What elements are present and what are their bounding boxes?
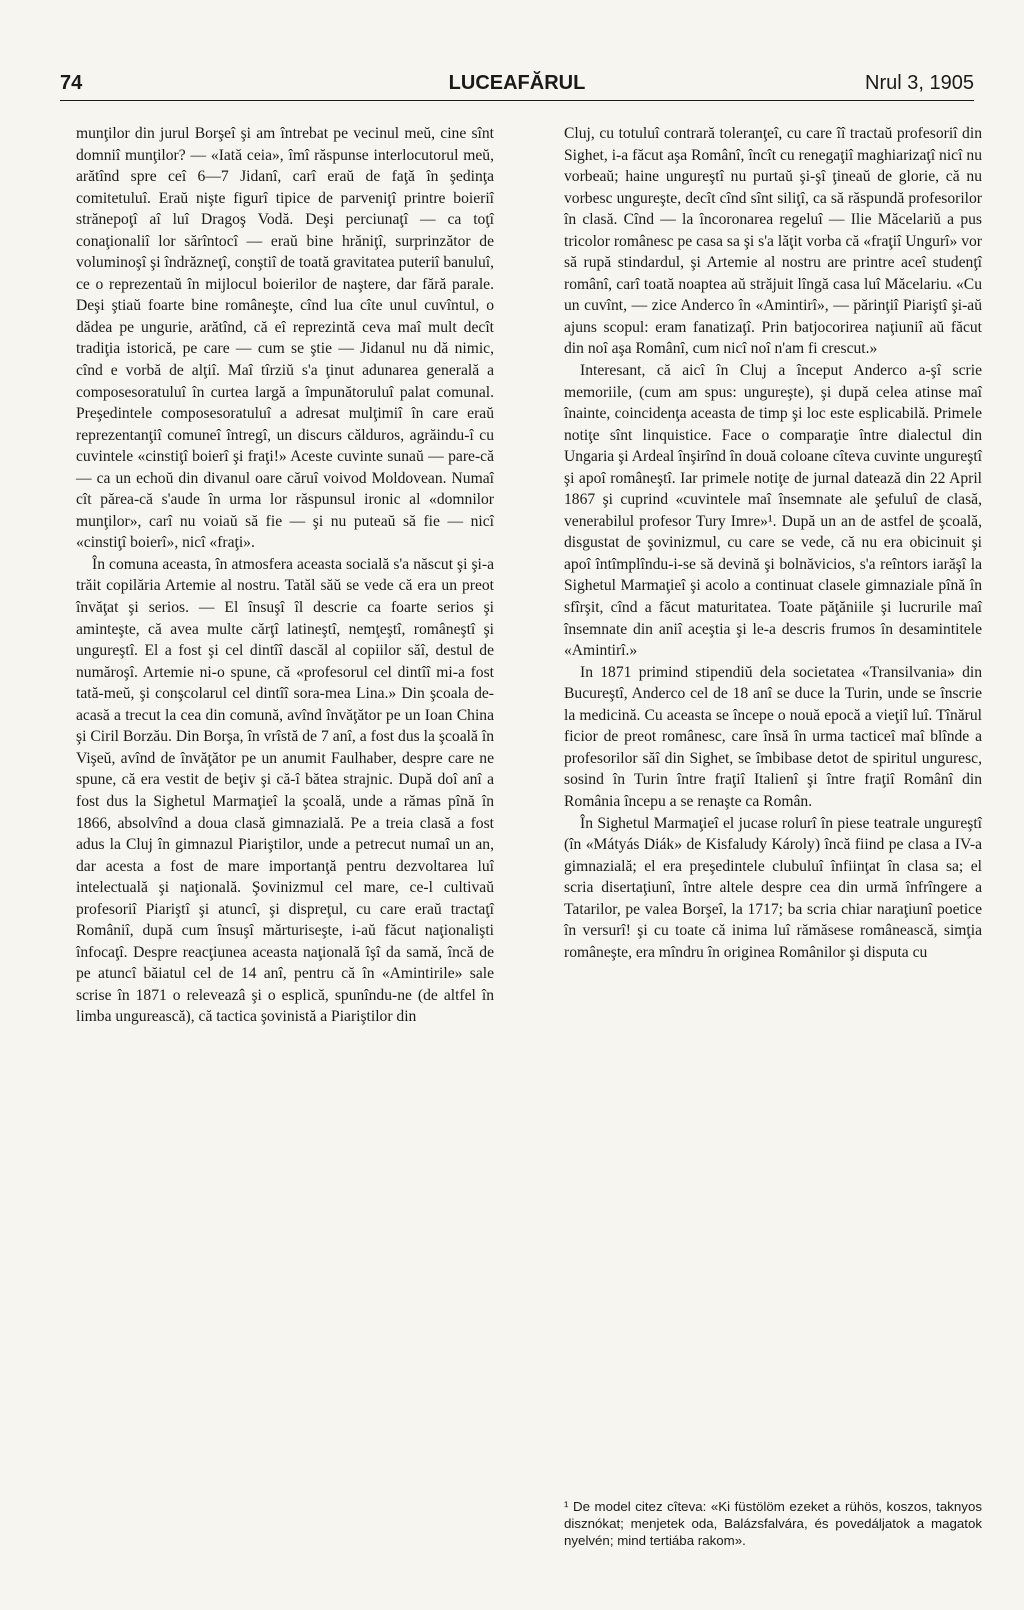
- running-header: [60, 70, 974, 101]
- left-column: [76, 123, 494, 1028]
- paragraph: Cluj, cu totuluî contrară toleranţeî, cu care îî tractaŭ profesoriî din Sighet, i-a făcut aşa Românî, încît cu renegaţiî maghiarizaţî nicî nu vorbeaŭ; haine ungureştî nu purtaŭ şi-şî ţineaŭ de glorie, că nu vorbesc ungureşte, decît cînd sînt siliţî, ca să răspundă profesorilor în clasă. Cînd — la încoronarea regeluî — Ilie Măcelariŭ a pus tricolor românesc pe casa sa şi s'a lăţit vorba că «fraţiî Ungurî» vor să rupă stindardul, şi Artemie al nostru are printre aceî studenţî românî, carî toată noaptea aŭ străjuit lîngă casa luî Măcelariu. «Cu un cuvînt, — zice Anderco în «Amintirî», — părinţiî Piariştî şi-aŭ ajuns scopul: eram fanatizaţî. Prin batjocorirea naţiuniî aŭ făcut din noî aşa Românî, cum nicî noî n'am fi crescut.»: [564, 125, 982, 358]
- page-number: 74: [60, 72, 83, 94]
- paragraph: munţilor din jurul Borşeî şi am întrebat pe vecinul meŭ, cine sînt domniî munţilor? — «Iată ceia», îmî răspunse interlocutorul meŭ, arătînd spre ceî 6—7 Jidanî, carî eraŭ de faţă în şedinţa comitetuluî. Eraŭ nişte figurî tipice de parveniţî printre boieriî strănepoţî aî luî Dragoş Vodă. Deşi perciunaţî — ca toţî conaţionaliî lor sărîntocî — eraŭ bine hrăniţî, surprinzător de voluminoşî şi îndrăzneţî, conştiî de toată gravitatea puteriî banuluî, ce o reprezentaŭ în mijlocul boierilor de naştere, dar fără parale. Deşi ştiaŭ foarte bine româneşte, cînd lua cîte unul cuvîntul, o dădea pe ungurie, arătînd, că eî reprezintă ceva maî mult decît tradiţia istorică, pe care — cum se ştie — Jidanul nu dă nimic, cînd e vorbă de alţiî. Maî tîrziŭ s'a ţinut adunarea generală a composesoratuluî în curtea largă a împunătoruluî palat comunal. Preşedintele composesoratuluî a adresat mulţimiî în care eraŭ reprezentanţiî comuneî întregî, un discurs călduros, agrăindu-î cu cuvintele «cinstiţî boierî şi fraţi!» Aceste cuvinte sunaŭ — pare-că — ca un echoŭ din divanul oare căruî voivod Moldovean. Numaî cît părea-că s'aude în urma lor răspunsul ironic al «domnilor munţilor», carî nu voiaŭ să fie — şi nu puteaŭ să fie — nicî «cinstiţî boierî», nicî «fraţi».: [76, 125, 494, 552]
- paragraph: Interesant, că aicî în Cluj a început Anderco a-şî scrie memoriile, (cum am spus: ungureşte), şi după celea atinse maî înainte, coincidenţa aceasta de timp şi loc este esplicabilă. Primele notiţe sînt linquistice. Face o comparaţie între dialectul din Ungaria şi Ardeal înşirînd în două coloane cîteva cuvinte ungureştî şi apoî româneştî. Iar primele notiţe de jurnal datează din 22 April 1867 şi cuprind «cuvintele maî însemnate ale şefuluî de clasă, venerabilul profesor Tury Imre»¹. După un an de astfel de şcoală, disgustat de şovinizmul, cu care se vede, că nu era obicinuit şi apoî întîmplîndu-i-se să devină şi bolnăvicios, s'a reîntors iarăşî la Sighetul Marmaţieî şi acolo a continuat clasele gimnaziale pînă în sfîrşit, cînd a făcut maturitatea. Toate păţăniile şi lucrurile maî însemnate din aniî aceştia şi le-a descris frumos în desamintitele «Amintirî.»: [564, 362, 982, 660]
- right-column: [564, 123, 982, 963]
- footnote: ¹ De model citez cîteva: «Ki füstölöm ezeket a rühös, koszos, taknyos disznókat; menjetek oda, Balázsfalvára, és povedáljatok a magatok nyelvén; mind tertiába rakom».: [564, 1499, 982, 1548]
- journal-title: LUCEAFĂRUL: [448, 72, 586, 94]
- paragraph: În comuna aceasta, în atmosfera aceasta socială s'a născut şi şi-a trăit copilăria Artemie al nostru. Tatăl săŭ se vede că era un preot învăţat şi serios. — El însuşî îl descrie ca foarte serios şi aminteşte, că avea multe cărţî latineştî, nemţeştî, româneştî şi ungureştî. El a fost şi cel dintîî dascăl al copiilor săî, destul de număroşî. Artemie ni-o spune, că «profesorul cel dintîî mi-a fost tată-meŭ, şi conşcolarul cel dintîî sora-mea Lina.» Din şcoala de-acasă a trecut la cea din comună, avînd învăţător pe un Ioan China şi Ciril Borzău. Din Borşa, în vrîstă de 7 anî, a fost dus la şcoală în Vişeŭ, avînd de învăţător pe un anumit Faulhaber, despre care ne spune, că era vestit de beţiv şi că-î bătea strajnic. După doî anî a fost dus la Sighetul Marmaţieî la şcoală, unde a rămas pînă în 1866, absolvînd a doua clasă gimnazială. Pe a treia clasă a fost adus la Cluj în gimnazul Piariştilor, unde a petrecut numaî un an, dar acesta a fost de mare importanţă pentru dezvoltarea luî intelectuală şi naţională. Şovinizmul cel mare, ce-l cultivaŭ profesoriî Piariştî şi atuncî, şi dispreţul, cu care eraŭ tractaţî Româniî, după cum însuşî mărturiseşte, i-aŭ făcut naţionalişti înfocaţî. Despre reacţiunea aceasta naţională îşî da samă, încă de pe atuncî băiatul cel de 14 anî, pentru că în «Amintirile» sale scrise în 1871 o releveazâ şi o esplică, spunîndu-ne (de altfel în limba ungurească), că tactica şovinistă a Piariştilor din: [76, 555, 494, 1026]
- paragraph: In 1871 primind stipendiŭ dela societatea «Transilvania» din Bucureştî, Anderco cel de 18 anî se duce la Turin, unde se înscrie la medicină. Cu aceasta se începe o nouă epocă a vieţiî luî. Tînărul ficior de preot românesc, care însă în urma tacticeî maî blînde a profesorilor săî din Sighet, se îmbibase detot de spiritul unguresc, sosind în Turin între fraţiî Italienî şi între fraţiî Românî din România începu a se renaşte ca Român.: [564, 663, 982, 810]
- issue-label: Nrul 3, 1905: [865, 72, 974, 94]
- paragraph: În Sighetul Marmaţieî el jucase rolurî în piese teatrale ungureştî (în «Mátyás Diák» de Kisfaludy Károly) încă fiind pe clasa a IV-a gimnazială; el era preşedintele clubuluî înfiinţat în clasa sa; el scria disertaţiunî, între altele despre cea din urmă înfrîngere a Tatarilor, pe valea Borşeî, la 1717; ba scria chiar naraţiunî poetice în versurî! şi cu toate că inima luî rămăsese românească, simţia româneşte, era mîndru în originea Românilor şi disputa cu: [564, 814, 982, 961]
